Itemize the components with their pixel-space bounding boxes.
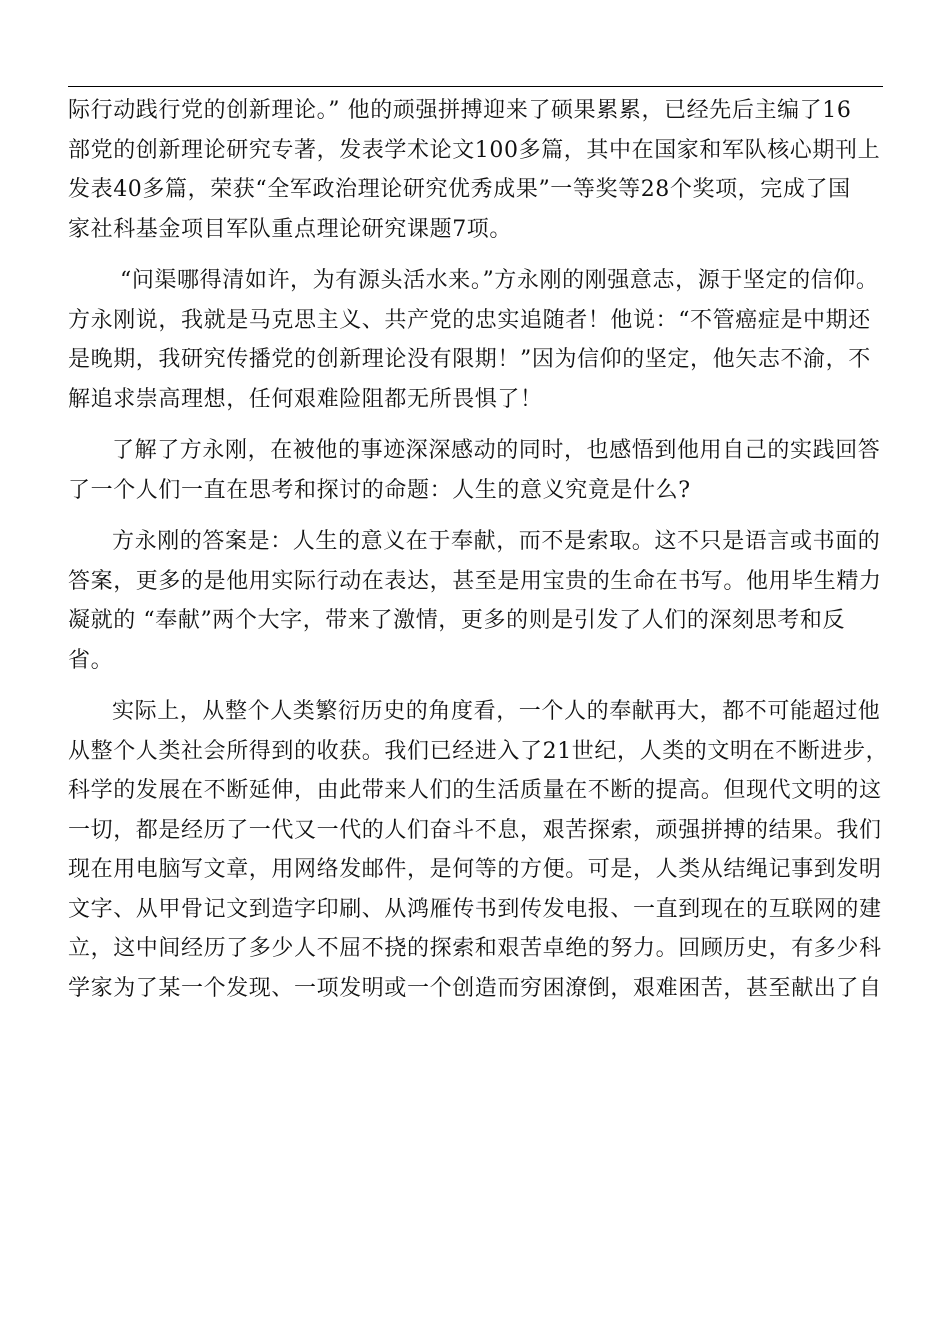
text-line: 凝就的 “奉献”两个大字，带来了激情，更多的则是引发了人们的深刻思考和反 [68, 608, 846, 633]
text-line: 立，这中间经历了多少人不屈不挠的探索和艰苦卓绝的努力。回顾历史，有多少科 [68, 936, 882, 961]
text-line: 方永刚说，我就是马克思主义、共产党的忠实追随者！他说：“不管癌症是中期还 [68, 307, 871, 333]
text-line: 一切，都是经历了一代又一代的人们奋斗不息，艰苦探索，顽强拼搏的结果。我们 [68, 817, 882, 843]
text-line: 解追求崇高理想，任何艰难险阻都无所畏惧了！ [68, 386, 543, 412]
text-line: 际行动践行党的创新理论。” 他的顽强拼搏迎来了硕果累累，已经先后主编了16 [68, 98, 852, 123]
paragraph-gap [68, 510, 888, 522]
text-line: 发表40多篇，荣获“全军政治理论研究优秀成果”一等奖等28个奖项，完成了国 [68, 177, 851, 202]
header-rule [68, 86, 883, 87]
paragraph-gap [68, 249, 888, 261]
text-line: 省。 [68, 647, 114, 673]
text-line: 答案，更多的是他用实际行动在表达，甚至是用宝贵的生命在书写。他用毕生精力 [68, 568, 882, 594]
text-line: 从整个人类社会所得到的收获。我们已经进入了21世纪，人类的文明在不断进步， [68, 738, 889, 764]
text-line: 方永刚的答案是：人生的意义在于奉献，而不是索取。这不只是语言或书面的 [112, 529, 881, 554]
text-line: “问渠哪得清如许，为有源头活水来。”方永刚的刚强意志，源于坚定的信仰。 [120, 268, 879, 293]
paragraph-gap [68, 680, 888, 692]
text-line: 科学的发展在不断延伸，由此带来人们的生活质量在不断的提高。但现代文明的这 [68, 778, 882, 803]
text-line: 文字、从甲骨记文到造字印刷、从鸿雁传书到传发电报、一直到现在的互联网的建 [68, 896, 882, 922]
text-line: 了一个人们一直在思考和探讨的命题：人生的意义究竟是什么? [68, 477, 691, 503]
text-line: 实际上，从整个人类繁衍历史的角度看，一个人的奉献再大，都不可能超过他 [112, 699, 881, 724]
text-line: 是晚期，我研究传播党的创新理论没有限期！”因为信仰的坚定，他矢志不渝，不 [68, 347, 871, 372]
paragraph [68, 522, 888, 680]
text-line: 学家为了某一个发现、一项发明或一个创造而穷困潦倒，艰难困苦，甚至献出了自 [68, 975, 882, 1001]
text-line: 了解了方永刚，在被他的事迹深深感动的同时，也感悟到他用自己的实践回答 [112, 438, 881, 463]
body-text [68, 91, 888, 1008]
paragraph [68, 91, 888, 249]
text-line: 家社科基金项目军队重点理论研究课题7项。 [68, 216, 512, 242]
text-line: 部党的创新理论研究专著，发表学术论文100多篇，其中在国家和军队核心期刊上 [68, 137, 881, 163]
paragraph [68, 692, 888, 1008]
paragraph [68, 261, 888, 419]
paragraph-gap [68, 419, 888, 431]
paragraph [68, 431, 888, 510]
text-line: 现在用电脑写文章，用网络发邮件，是何等的方便。可是，人类从结绳记事到发明 [68, 857, 882, 882]
